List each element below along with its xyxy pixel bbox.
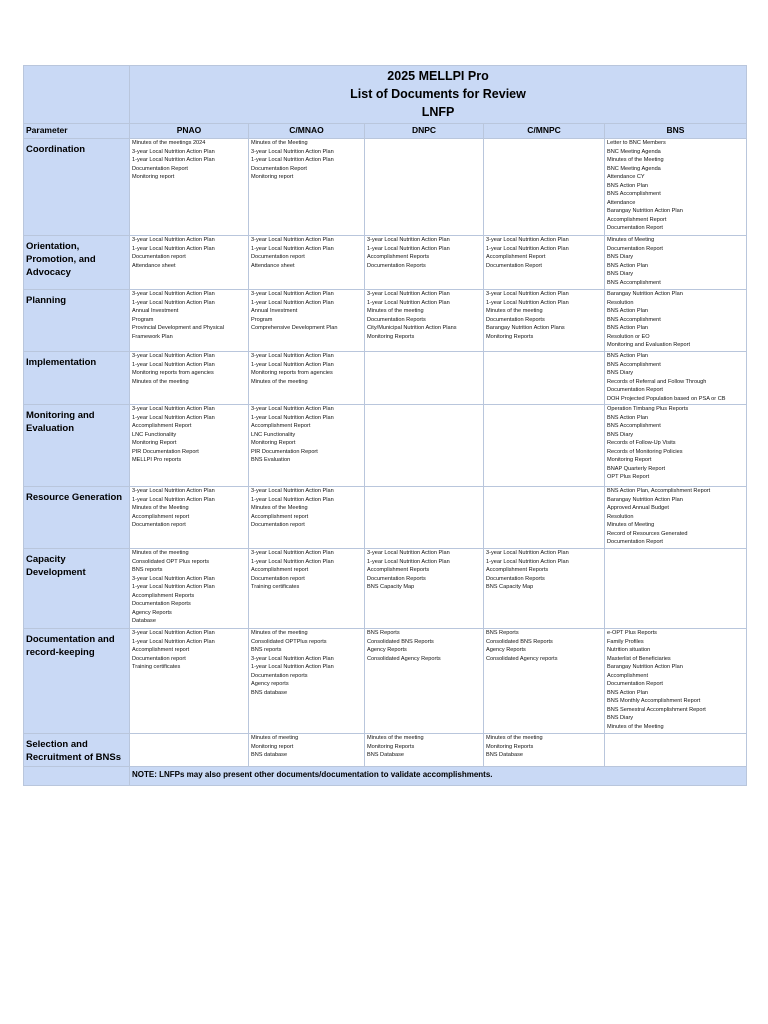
- document-item: 1-year Local Nutrition Action Plan: [132, 299, 215, 306]
- document-item: Documentation Reports: [486, 575, 545, 582]
- documents-cell-bns: [605, 487, 747, 549]
- document-item: Attendance sheet: [132, 262, 176, 269]
- document-item: Monitoring Reports: [486, 743, 534, 750]
- document-item: 1-year Local Nutrition Action Plan: [251, 414, 334, 421]
- document-item: Minutes of the Meeting: [607, 157, 664, 164]
- document-item: LNC Functionality: [132, 431, 177, 438]
- parameter-label: Advocacy: [26, 267, 71, 278]
- document-item: 3-year Local Nutrition Action Plan: [251, 550, 334, 556]
- document-item: 3-year Local Nutrition Action Plan: [132, 291, 215, 297]
- document-item: Accomplishment Reports: [367, 567, 430, 574]
- documents-cell-cmnao: [249, 549, 365, 629]
- documents-cell-dnpc: [365, 549, 484, 629]
- documents-cell-dnpc: [365, 734, 484, 767]
- document-item: Documentation report: [132, 254, 186, 261]
- document-item: BNS Action Plan: [607, 308, 649, 315]
- documents-cell-pnao: [130, 139, 249, 236]
- parameter-cell: [24, 405, 130, 487]
- parameter-label: Promotion, and: [26, 254, 96, 265]
- table-row: [24, 139, 747, 236]
- document-item: Training certificates: [251, 584, 300, 591]
- documents-cell-pnao: [130, 734, 249, 767]
- document-item: 1-year Local Nutrition Action Plan: [132, 361, 215, 368]
- parameter-label: Orientation,: [26, 241, 80, 252]
- document-item: 3-year Local Nutrition Action Plan: [251, 488, 334, 494]
- document-item: BNS Diary: [607, 271, 634, 278]
- document-item: BNS Database: [486, 752, 524, 759]
- document-item: Documentation Reports: [486, 316, 545, 323]
- document-item: BNS reports: [251, 647, 282, 654]
- document-item: Records of Referral and Follow Through: [607, 378, 707, 385]
- documents-cell-pnao: [130, 236, 249, 290]
- document-item: 3-year Local Nutrition Action Plan: [132, 237, 215, 243]
- documents-cell-dnpc: [365, 290, 484, 352]
- document-item: Minutes of the meeting: [251, 630, 308, 636]
- document-item: BNS Reports: [486, 630, 519, 636]
- documents-cell-pnao: [130, 629, 249, 734]
- documents-cell-pnao: [130, 290, 249, 352]
- document-item: Accomplishment report: [132, 647, 190, 654]
- document-item: Consolidated OPT Plus reports: [132, 558, 210, 565]
- document-item: Minutes of the meeting: [367, 308, 424, 315]
- document-item: Records of Monitoring Policies: [607, 448, 683, 455]
- document-item: Operation Timbang Plus Reports: [607, 406, 689, 412]
- table-row: [24, 549, 747, 629]
- documents-cell-bns: [605, 734, 747, 767]
- documents-cell-cmnao: [249, 236, 365, 290]
- table-row: [24, 734, 747, 767]
- document-item: Documentation Report: [607, 387, 663, 394]
- document-item: Documentation Report: [607, 539, 663, 546]
- table-row: [24, 352, 747, 405]
- document-item: Monitoring Report: [607, 457, 652, 464]
- column-header-parameter: Parameter: [24, 124, 130, 139]
- document-item: Consolidated Agency Reports: [367, 655, 441, 662]
- document-item: Agency Reports: [367, 647, 407, 654]
- document-item: Accomplishment Report: [132, 423, 192, 430]
- documents-cell-cmnpc: [484, 290, 605, 352]
- document-item: PIR Documentation Report: [132, 448, 199, 455]
- title-row: [24, 66, 747, 124]
- document-item: BNS Action Plan: [607, 325, 649, 332]
- document-item: BNS Action Plan: [607, 262, 649, 269]
- document-item: Documentation Reports: [367, 575, 426, 582]
- document-item: BNS database: [251, 689, 288, 696]
- document-item: Minutes of the meeting: [132, 550, 189, 556]
- document-item: BNS Action Plan: [607, 353, 649, 359]
- document-item: Accomplishment Report: [607, 216, 667, 223]
- document-item: BNS Action Plan, Accomplishment Report: [607, 488, 711, 494]
- documents-cell-cmnpc: [484, 549, 605, 629]
- documents-cell-bns: [605, 549, 747, 629]
- document-item: Annual Investment: [251, 308, 298, 315]
- document-item: BNS Action Plan: [607, 414, 649, 421]
- note-text: NOTE: LNFPs may also present other documents/documentation to validate accomplishments.: [130, 767, 747, 786]
- document-item: Barangay Nutrition Action Plans: [486, 325, 565, 332]
- document-item: 3-year Local Nutrition Action Plan: [132, 353, 215, 359]
- document-item: Monitoring Report: [132, 440, 177, 447]
- document-item: Minutes of the meeting: [251, 378, 308, 385]
- column-header-pnao: PNAO: [130, 124, 249, 139]
- document-item: 1-year Local Nutrition Action Plan: [367, 245, 450, 252]
- title-line-1: 2025 MELLPI Pro: [387, 69, 489, 83]
- document-item: BNS Evaluation: [251, 457, 291, 464]
- document-item: 1-year Local Nutrition Action Plan: [251, 361, 334, 368]
- document-item: BNS Action Plan: [607, 182, 649, 189]
- document-item: Minutes of the meetings 2024: [132, 140, 206, 146]
- parameter-cell: [24, 290, 130, 352]
- documents-cell-dnpc: [365, 139, 484, 236]
- column-header-cmnpc: C/MNPC: [484, 124, 605, 139]
- document-item: Accomplishment Reports: [367, 254, 430, 261]
- document-item: 1-year Local Nutrition Action Plan: [251, 157, 334, 164]
- parameter-label: Planning: [26, 295, 67, 306]
- parameter-label: Development: [26, 567, 86, 578]
- document-item: Monitoring report: [132, 174, 175, 181]
- document-item: Records of Follow-Up Visits: [607, 440, 676, 447]
- documents-cell-dnpc: [365, 629, 484, 734]
- document-item: BNC Meeting Agenda: [607, 148, 661, 155]
- document-item: Barangay Nutrition Action Plan: [607, 291, 683, 297]
- document-item: BNAP Quarterly Report: [607, 465, 666, 472]
- document-item: Documentation reports: [251, 672, 308, 679]
- document-item: 3-year Local Nutrition Action Plan: [367, 237, 450, 243]
- documents-cell-dnpc: [365, 405, 484, 487]
- documents-cell-pnao: [130, 549, 249, 629]
- document-item: Minutes of meeting: [251, 735, 299, 741]
- document-item: Documentation Report: [486, 262, 542, 269]
- document-item: OPT Plus Report: [607, 474, 650, 481]
- document-item: Documentation report: [251, 575, 305, 582]
- document-item: Minutes of the meeting: [486, 308, 543, 315]
- parameter-label: Evaluation: [26, 423, 75, 434]
- document-item: Minutes of the meeting: [132, 378, 189, 385]
- document-item: Accomplishment Report: [251, 423, 311, 430]
- documents-cell-cmnpc: [484, 236, 605, 290]
- document-item: BNS Accomplishment: [607, 361, 661, 368]
- documents-cell-cmnpc: [484, 629, 605, 734]
- parameter-cell: [24, 734, 130, 767]
- document-item: e-OPT Plus Reports: [607, 630, 657, 636]
- parameter-label: Monitoring and: [26, 410, 95, 421]
- document-item: 1-year Local Nutrition Action Plan: [251, 496, 334, 503]
- documents-cell-bns: [605, 290, 747, 352]
- column-header-bns: BNS: [605, 124, 747, 139]
- title-blank-cell: [24, 66, 130, 124]
- document-item: Documentation report: [132, 522, 186, 529]
- document-item: Agency Reports: [132, 609, 172, 616]
- document-item: Attendance CY: [607, 174, 645, 181]
- document-item: Accomplishment report: [251, 567, 309, 574]
- document-item: Documentation Report: [251, 165, 307, 172]
- document-item: 3-year Local Nutrition Action Plan: [486, 291, 569, 297]
- document-item: 3-year Local Nutrition Action Plan: [251, 148, 334, 155]
- document-item: DOH Projected Population based on PSA or CB: [607, 395, 726, 402]
- document-item: LNC Functionality: [251, 431, 296, 438]
- document-item: Annual Investment: [132, 308, 179, 315]
- table-row: [24, 629, 747, 734]
- parameter-label: Resource Generation: [26, 492, 123, 503]
- document-item: Consolidated BNS Reports: [486, 638, 553, 645]
- document-sheet: [23, 65, 746, 786]
- document-item: 3-year Local Nutrition Action Plan: [367, 550, 450, 556]
- document-item: Accomplishment report: [251, 513, 309, 520]
- documents-cell-bns: [605, 352, 747, 405]
- documents-table: [23, 65, 747, 786]
- document-item: PIR Documentation Report: [251, 448, 318, 455]
- parameter-cell: [24, 352, 130, 405]
- document-item: Accomplishment Reports: [132, 592, 195, 599]
- note-blank-cell: [24, 767, 130, 786]
- document-item: BNS Diary: [607, 715, 634, 722]
- parameter-label: Recruitment of BNSs: [26, 752, 122, 763]
- parameter-cell: [24, 236, 130, 290]
- document-item: 1-year Local Nutrition Action Plan: [132, 157, 215, 164]
- document-item: Consolidated Agency reports: [486, 655, 558, 662]
- document-item: BNS Accomplishment: [607, 423, 661, 430]
- document-item: 3-year Local Nutrition Action Plan: [251, 237, 334, 243]
- document-item: City/Municipal Nutrition Action Plans: [367, 325, 457, 332]
- table-row: [24, 290, 747, 352]
- document-item: MELLPI Pro reports: [132, 457, 182, 464]
- documents-cell-bns: [605, 405, 747, 487]
- document-item: BNS Database: [367, 752, 405, 759]
- document-item: Masterlist of Beneficiaries: [607, 655, 671, 662]
- document-item: Minutes of the Meeting: [251, 505, 308, 512]
- document-item: 1-year Local Nutrition Action Plan: [132, 638, 215, 645]
- document-item: Monitoring Report: [251, 440, 296, 447]
- document-item: BNS Capacity Map: [486, 584, 534, 591]
- documents-cell-dnpc: [365, 487, 484, 549]
- document-item: Resolution or EO: [607, 333, 650, 340]
- document-item: BNS Diary: [607, 254, 634, 261]
- document-item: Letter to BNC Members: [607, 140, 666, 146]
- document-item: Minutes of the meeting: [367, 735, 424, 741]
- title-line-2: List of Documents for Review: [350, 87, 526, 101]
- documents-cell-cmnao: [249, 734, 365, 767]
- document-item: 3-year Local Nutrition Action Plan: [367, 291, 450, 297]
- document-item: Database: [132, 618, 156, 625]
- documents-cell-bns: [605, 629, 747, 734]
- document-item: 1-year Local Nutrition Action Plan: [132, 496, 215, 503]
- document-item: Minutes of Meeting: [607, 522, 655, 529]
- document-item: Minutes of the Meeting: [251, 140, 308, 146]
- document-item: Documentation Reports: [132, 601, 191, 608]
- document-item: Monitoring Reports: [367, 743, 415, 750]
- documents-cell-cmnao: [249, 487, 365, 549]
- document-item: 3-year Local Nutrition Action Plan: [251, 291, 334, 297]
- document-item: BNS reports: [132, 567, 163, 574]
- document-item: Barangay Nutrition Action Plan: [607, 496, 683, 503]
- document-item: 1-year Local Nutrition Action Plan: [132, 584, 215, 591]
- document-item: BNS Capacity Map: [367, 584, 415, 591]
- document-item: Family Profiles: [607, 638, 644, 645]
- documents-cell-bns: [605, 236, 747, 290]
- document-item: BNS Diary: [607, 431, 634, 438]
- document-item: 3-year Local Nutrition Action Plan: [486, 237, 569, 243]
- document-item: Documentation Report: [607, 225, 663, 232]
- document-item: Record of Resources Generated: [607, 530, 688, 537]
- document-item: Nutrition situation: [607, 647, 651, 654]
- document-item: BNS database: [251, 752, 288, 759]
- note-row: [24, 767, 747, 786]
- parameter-label: Selection and: [26, 739, 88, 750]
- document-item: 1-year Local Nutrition Action Plan: [251, 245, 334, 252]
- document-item: 1-year Local Nutrition Action Plan: [251, 299, 334, 306]
- document-item: Minutes of the Meeting: [132, 505, 189, 512]
- document-item: Comprehensive Development Plan: [251, 325, 338, 332]
- document-item: 3-year Local Nutrition Action Plan: [132, 406, 215, 412]
- document-item: Monitoring reports from agencies: [251, 370, 333, 377]
- document-item: BNS Monthly Accomplishment Report: [607, 698, 701, 705]
- title-cell: [130, 66, 747, 124]
- document-item: 3-year Local Nutrition Action Plan: [251, 655, 334, 662]
- documents-cell-cmnao: [249, 352, 365, 405]
- document-item: Minutes of Meeting: [607, 237, 655, 243]
- document-item: 3-year Local Nutrition Action Plan: [132, 630, 215, 636]
- document-item: 3-year Local Nutrition Action Plan: [251, 353, 334, 359]
- document-item: Consolidated OPTPlus reports: [251, 638, 327, 645]
- documents-cell-pnao: [130, 352, 249, 405]
- table-row: [24, 236, 747, 290]
- parameter-cell: [24, 549, 130, 629]
- document-item: 1-year Local Nutrition Action Plan: [132, 245, 215, 252]
- parameter-cell: [24, 629, 130, 734]
- document-item: Provincial Development and Physical: [132, 325, 225, 332]
- documents-cell-cmnao: [249, 290, 365, 352]
- document-item: Resolution: [607, 299, 634, 306]
- parameter-label: Documentation and: [26, 634, 115, 645]
- document-item: Program: [132, 316, 154, 323]
- document-item: Documentation report: [251, 254, 305, 261]
- document-item: 3-year Local Nutrition Action Plan: [251, 406, 334, 412]
- documents-cell-cmnao: [249, 405, 365, 487]
- document-item: Monitoring report: [251, 174, 294, 181]
- parameter-cell: [24, 139, 130, 236]
- document-item: Barangay Nutrition Action Plan: [607, 208, 683, 215]
- document-item: 1-year Local Nutrition Action Plan: [251, 664, 334, 671]
- document-item: 3-year Local Nutrition Action Plan: [486, 550, 569, 556]
- document-item: 1-year Local Nutrition Action Plan: [486, 558, 569, 565]
- document-item: Minutes of the Meeting: [607, 724, 664, 731]
- document-item: Documentation Report: [607, 245, 663, 252]
- document-item: BNS Accomplishment: [607, 191, 661, 198]
- document-item: Program: [251, 316, 273, 323]
- document-item: BNS Reports: [367, 630, 400, 636]
- document-item: Resolution: [607, 513, 634, 520]
- document-item: BNS Accomplishment: [607, 316, 661, 323]
- document-item: 3-year Local Nutrition Action Plan: [132, 575, 215, 582]
- document-item: Documentation Report: [607, 681, 663, 688]
- title-line-3: LNFP: [421, 105, 455, 119]
- document-item: Documentation report: [132, 655, 186, 662]
- document-item: Monitoring Reports: [486, 333, 534, 340]
- document-item: BNS Diary: [607, 370, 634, 377]
- document-item: Barangay Nutrition Action Plan: [607, 664, 683, 671]
- document-item: Agency Reports: [486, 647, 526, 654]
- document-item: Accomplishment Reports: [486, 567, 549, 574]
- document-item: 1-year Local Nutrition Action Plan: [251, 558, 334, 565]
- document-item: Monitoring and Evaluation Report: [607, 342, 691, 349]
- documents-cell-bns: [605, 139, 747, 236]
- document-item: BNC Meeting Agenda: [607, 165, 661, 172]
- documents-cell-cmnpc: [484, 487, 605, 549]
- documents-cell-dnpc: [365, 236, 484, 290]
- document-item: 3-year Local Nutrition Action Plan: [132, 148, 215, 155]
- document-item: Documentation Report: [132, 165, 188, 172]
- column-header-dnpc: DNPC: [365, 124, 484, 139]
- document-item: Consolidated BNS Reports: [367, 638, 434, 645]
- parameter-label: record-keeping: [26, 647, 95, 658]
- documents-cell-cmnao: [249, 629, 365, 734]
- document-item: Approved Annual Budget: [607, 505, 669, 512]
- document-item: Attendance sheet: [251, 262, 295, 269]
- document-item: Accomplishment report: [132, 513, 190, 520]
- documents-cell-dnpc: [365, 352, 484, 405]
- document-item: Monitoring Reports: [367, 333, 415, 340]
- document-item: Documentation report: [251, 522, 305, 529]
- document-item: Monitoring report: [251, 743, 294, 750]
- document-item: Accomplishment: [607, 672, 649, 679]
- documents-cell-pnao: [130, 405, 249, 487]
- column-header-cmnao: C/MNAO: [249, 124, 365, 139]
- documents-cell-pnao: [130, 487, 249, 549]
- documents-cell-cmnpc: [484, 405, 605, 487]
- documents-cell-cmnpc: [484, 352, 605, 405]
- document-item: Agency reports: [251, 681, 289, 688]
- parameter-label: Capacity: [26, 554, 66, 565]
- parameter-label: Coordination: [26, 144, 86, 155]
- document-item: 3-year Local Nutrition Action Plan: [132, 488, 215, 494]
- table-row: [24, 405, 747, 487]
- document-item: BNS Accomplishment: [607, 279, 661, 286]
- document-item: 1-year Local Nutrition Action Plan: [486, 245, 569, 252]
- document-item: Attendance: [607, 199, 636, 206]
- document-item: Training certificates: [132, 664, 181, 671]
- document-item: 1-year Local Nutrition Action Plan: [486, 299, 569, 306]
- document-item: 1-year Local Nutrition Action Plan: [132, 414, 215, 421]
- document-item: BNS Action Plan: [607, 689, 649, 696]
- table-row: [24, 487, 747, 549]
- document-item: BNS Semestral Accomplishment Report: [607, 706, 706, 713]
- column-header-row: [24, 124, 747, 139]
- parameter-label: Implementation: [26, 357, 97, 368]
- document-item: Documentation Reports: [367, 262, 426, 269]
- documents-cell-cmnpc: [484, 139, 605, 236]
- document-item: Minutes of the meeting: [486, 735, 543, 741]
- parameter-cell: [24, 487, 130, 549]
- document-item: Monitoring reports from agencies: [132, 370, 214, 377]
- document-item: 1-year Local Nutrition Action Plan: [367, 299, 450, 306]
- document-item: 1-year Local Nutrition Action Plan: [367, 558, 450, 565]
- document-item: Accomplishment Report: [486, 254, 546, 261]
- documents-cell-cmnpc: [484, 734, 605, 767]
- documents-cell-cmnao: [249, 139, 365, 236]
- document-item: Documentation Reports: [367, 316, 426, 323]
- document-item: Framework Plan: [132, 333, 173, 340]
